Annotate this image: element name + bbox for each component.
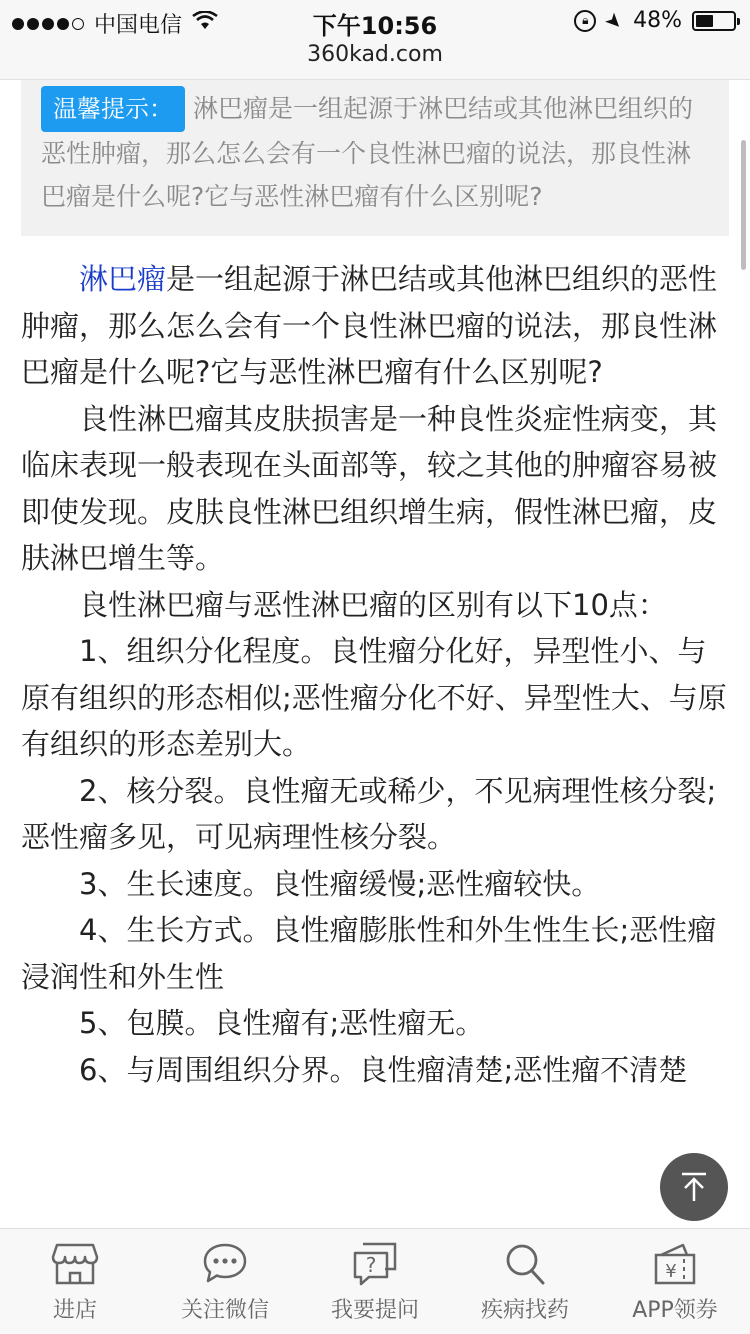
article-paragraph: 5、包膜。良性瘤有;恶性瘤无。	[79, 1006, 485, 1040]
status-time: 下午10:56	[312, 12, 438, 40]
nav-app-coupon-label: APP领券	[632, 1298, 718, 1323]
article-body	[21, 256, 729, 1093]
article-paragraph: 良性淋巴瘤与恶性淋巴瘤的区别有以下10点：	[79, 587, 667, 622]
scrollbar[interactable]	[741, 140, 746, 270]
coupon-icon	[651, 1241, 699, 1287]
tip-label: 温馨提示：	[41, 86, 185, 132]
nav-store-label: 进店	[52, 1298, 97, 1323]
url-bar[interactable]: 360kad.com	[0, 40, 750, 80]
article-paragraph: 3、生长速度。良性瘤缓慢;恶性瘤较快。	[79, 866, 601, 901]
battery-percent: 48%	[633, 8, 682, 33]
status-bar	[0, 0, 750, 40]
bottom-nav	[0, 1228, 750, 1334]
article-paragraph: 良性淋巴瘤其皮肤损害是一种良性炎症性病变，其临床表现一般表现在头面部等，较之其他的肿瘤容易被即使发现。皮肤良性淋巴组织增生病，假性淋巴瘤，皮肤淋巴增生等。	[21, 401, 718, 575]
tip-box	[21, 80, 729, 236]
battery-icon	[692, 11, 736, 31]
article-paragraph: 6、与周围组织分界。良性瘤清楚;恶性瘤不清楚	[79, 1052, 688, 1087]
store-icon	[51, 1241, 99, 1287]
article-paragraph: 4、生长方式。良性瘤膨胀性和外生性生长;恶性瘤浸润性和外生性	[21, 913, 717, 994]
location-arrow-icon: ➤	[600, 6, 630, 35]
intro-text: 是一组起源于淋巴结或其他淋巴组织的恶性肿瘤，那么怎么会有一个良性淋巴瘤的说法，那良性淋巴瘤是什么呢?它与恶性淋巴瘤有什么区别呢?	[21, 262, 718, 389]
nav-find-drug[interactable]	[450, 1229, 600, 1334]
article-paragraph: 2、核分裂。良性瘤无或稀少，不见病理性核分裂;恶性瘤多见，可见病理性核分裂。	[21, 773, 717, 854]
chat-bubble-icon	[201, 1241, 249, 1287]
nav-ask[interactable]	[300, 1229, 450, 1334]
status-right	[574, 8, 736, 33]
rotation-lock-icon: 🔒︎	[574, 10, 596, 32]
svg-text:?: ?	[365, 1253, 377, 1277]
article-intro	[21, 256, 729, 396]
lymphoma-link[interactable]: 淋巴瘤	[79, 262, 167, 296]
article-paragraph: 1、组织分化程度。良性瘤分化好，异型性小、与原有组织的形态相似;恶性瘤分化不好、异型性大、与原有组织的形态差别大。	[21, 634, 727, 761]
question-bubble-icon	[351, 1241, 399, 1287]
nav-wechat-label: 关注微信	[180, 1298, 269, 1323]
nav-wechat[interactable]	[150, 1229, 300, 1334]
nav-ask-label: 我要提问	[330, 1298, 419, 1323]
search-icon	[501, 1241, 549, 1287]
nav-store[interactable]	[0, 1229, 150, 1334]
svg-text:¥: ¥	[665, 1261, 677, 1282]
arrow-up-icon	[677, 1170, 711, 1204]
carrier-name: 中国电信	[94, 13, 183, 38]
nav-app-coupon[interactable]	[600, 1229, 750, 1334]
tip-text: 淋巴瘤是一组起源于淋巴结或其他淋巴组织的恶性肿瘤，那么怎么会有一个良性淋巴瘤的说法，那良性淋巴瘤是什么呢?它与恶性淋巴瘤有什么区别呢?	[41, 94, 694, 211]
battery-fill	[696, 15, 713, 27]
back-to-top-button[interactable]	[660, 1153, 728, 1221]
nav-find-drug-label: 疾病找药	[480, 1298, 569, 1323]
